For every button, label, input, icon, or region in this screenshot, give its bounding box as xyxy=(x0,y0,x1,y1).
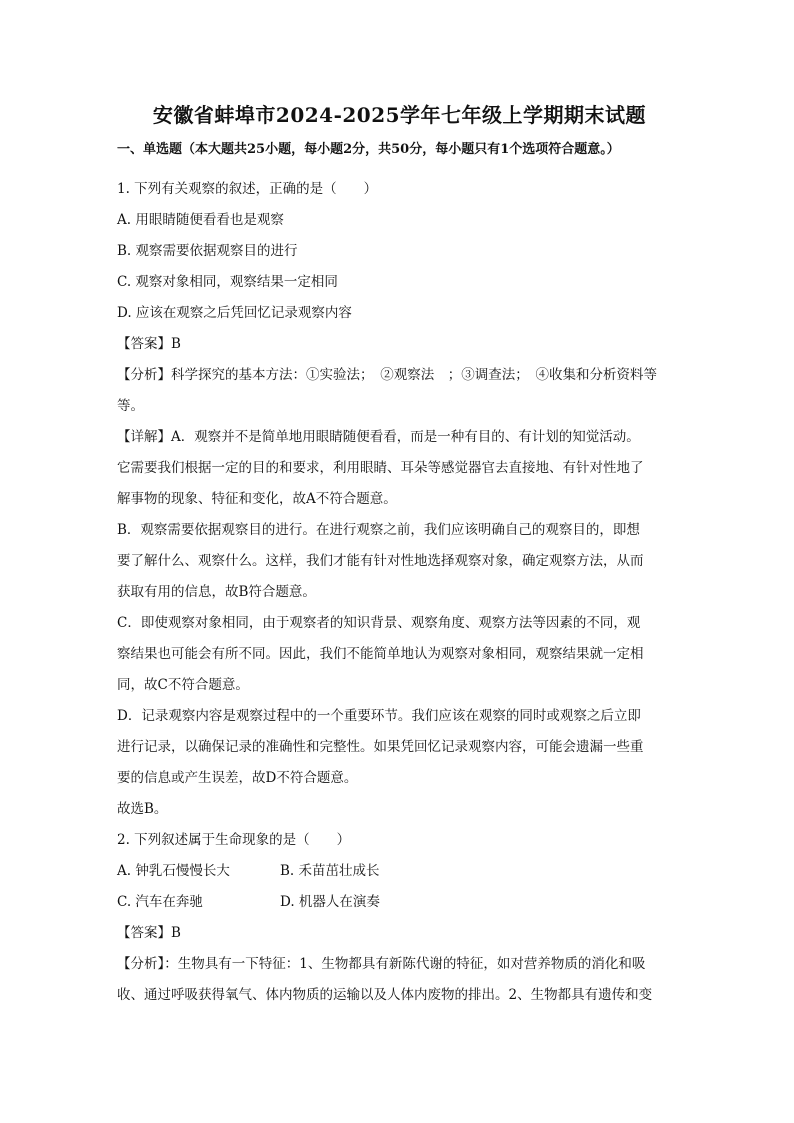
question-1-option-c: C. 观察对象相同，观察结果一定相同 xyxy=(117,274,338,290)
question-1-option-b: B. 观察需要依据观察目的进行 xyxy=(117,243,298,259)
question-1-detail-line: 进行记录，以确保记录的准确性和完整性。如果凭回忆记录观察内容，可能会遗漏一些重 xyxy=(117,739,644,755)
question-1-detail-line: 同，故C不符合题意。 xyxy=(117,677,249,693)
question-1-detail-line: 解事物的现象、特征和变化，故A不符合题意。 xyxy=(117,491,397,507)
question-1-conclusion: 故选B。 xyxy=(117,801,168,817)
question-1-option-a: A. 用眼睛随便看看也是观察 xyxy=(117,212,284,228)
question-2-analysis-cont: 收、通过呼吸获得氧气、体内物质的运输以及人体内废物的排出。2、生物都具有遗传和变 xyxy=(117,987,653,1003)
question-1-detail-line: D．记录观察内容是观察过程中的一个重要环节。我们应该在观察的同时或观察之后立即 xyxy=(117,708,641,724)
section-heading: 一、单选题（本大题共25小题，每小题2分，共50分，每小题只有1个选项符合题意。） xyxy=(117,142,620,157)
question-1-detail-line: 要的信息或产生误差，故D不符合题意。 xyxy=(117,770,358,786)
document-title: 安徽省蚌埠市2024-2025学年七年级上学期期末试题 xyxy=(152,103,647,127)
question-2-stem: 2. 下列叙述属于生命现象的是（ ） xyxy=(117,832,351,848)
question-1-detail-line: C．即使观察对象相同，由于观察者的知识背景、观察角度、观察方法等因素的不同，观 xyxy=(117,615,641,631)
question-1-detail-line: 它需要我们根据一定的目的和要求，利用眼睛、耳朵等感觉器官去直接地、有针对性地了 xyxy=(117,460,644,476)
question-1-detail-line: 察结果也可能会有所不同。因此，我们不能简单地认为观察对象相同，观察结果就一定相 xyxy=(117,646,644,662)
question-1-analysis: 【分析】科学探究的基本方法：①实验法； ②观察法 ；③调查法； ④收集和分析资料等 xyxy=(117,367,657,383)
question-2-options-row-2 xyxy=(117,887,682,918)
question-1-stem: 1. 下列有关观察的叙述，正确的是（ ） xyxy=(117,181,378,197)
question-1-analysis-cont: 等。 xyxy=(117,398,144,414)
question-1-option-d: D. 应该在观察之后凭回忆记录观察内容 xyxy=(117,305,352,321)
question-2-option-b: B. 禾苗茁壮成长 xyxy=(280,863,380,879)
question-2-option-d: D. 机器人在演奏 xyxy=(280,894,380,910)
question-1 xyxy=(117,174,682,825)
question-2 xyxy=(117,825,682,1011)
question-2-option-c: C. 汽车在奔驰 xyxy=(117,894,203,910)
question-1-detail-line: B．观察需要依据观察目的进行。在进行观察之前，我们应该明确自己的观察目的，即想 xyxy=(117,522,640,538)
question-1-answer: 【答案】B xyxy=(117,336,181,352)
question-1-detail-line: 要了解什么、观察什么。这样，我们才能有针对性地选择观察对象，确定观察方法，从而 xyxy=(117,553,644,569)
question-1-detail-line: 获取有用的信息，故B符合题意。 xyxy=(117,584,316,600)
question-1-detail-line: 【详解】A．观察并不是简单地用眼睛随便看看，而是一种有目的、有计划的知觉活动。 xyxy=(117,429,640,445)
question-2-option-a: A. 钟乳石慢慢长大 xyxy=(117,863,230,879)
question-2-options-row-1 xyxy=(117,856,682,887)
question-2-answer: 【答案】B xyxy=(117,925,181,941)
question-2-analysis: 【分析】：生物具有一下特征：1、生物都具有新陈代谢的特征，如对营养物质的消化和吸 xyxy=(117,956,646,972)
